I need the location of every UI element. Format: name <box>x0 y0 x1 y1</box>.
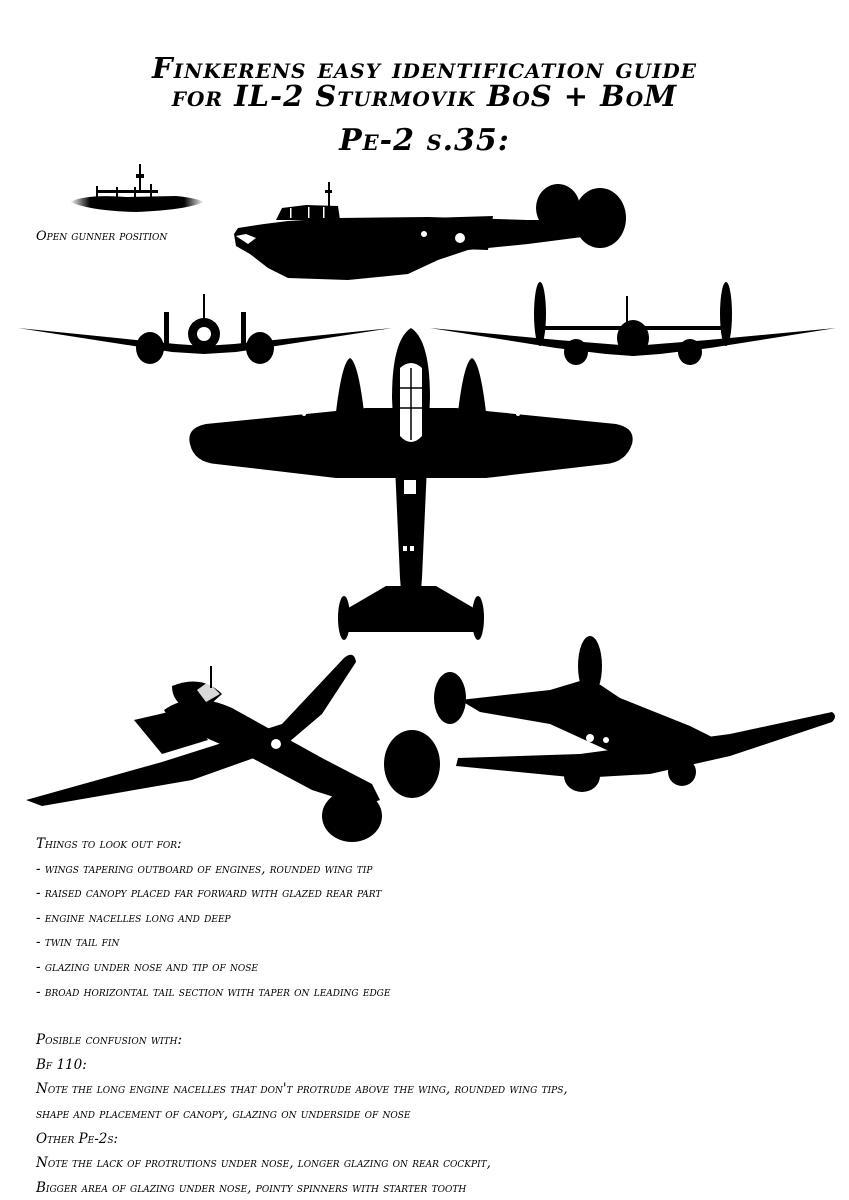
top-view-silhouette <box>186 328 636 648</box>
three-quarter-view-left-silhouette <box>22 650 442 846</box>
section-spacer <box>36 1004 826 1028</box>
feature-item: - raised canopy placed far forward with glazed rear part <box>36 885 382 902</box>
aircraft-name: Pe-2 s.35: <box>339 123 510 158</box>
feature-item: - twin tail fin <box>36 934 120 951</box>
other-pe2-note: Bigger area of glazing under nose, pointy spinners with starter tooth <box>36 1179 467 1196</box>
side-view-silhouette <box>228 178 630 284</box>
gunner-position-silhouette <box>66 160 206 220</box>
guide-title-line-2: for IL-2 Sturmovik BoS + BoM <box>171 79 678 113</box>
bf110-note: shape and placement of canopy, glazing on underside of nose <box>36 1105 411 1122</box>
three-quarter-view-right-silhouette <box>430 638 836 798</box>
feature-item: - broad horizontal tail section with taper on leading edge <box>36 983 391 1000</box>
feature-item: - glazing under nose and tip of nose <box>36 958 258 975</box>
bf110-note: Note the long engine nacelles that don't protrude above the wing, rounded wing tips, <box>36 1081 568 1098</box>
other-pe2-note: Note the lack of protrutions under nose, longer glazing on rear cockpit, <box>36 1155 491 1172</box>
bf110-heading: Bf 110: <box>36 1056 87 1073</box>
other-pe2-heading: Other Pe-2s: <box>36 1130 119 1147</box>
gunner-position-caption: Open gunner position <box>36 229 168 244</box>
notes-section <box>36 832 826 1200</box>
feature-item: - wings tapering outboard of engines, rounded wing tip <box>36 860 373 877</box>
confusion-heading: Posible confusion with: <box>36 1032 183 1049</box>
feature-item: - engine nacelles long and deep <box>36 909 231 926</box>
features-heading: Things to look out for: <box>36 836 182 852</box>
guide-title-line-1: Finkerens easy identification guide <box>152 51 697 85</box>
